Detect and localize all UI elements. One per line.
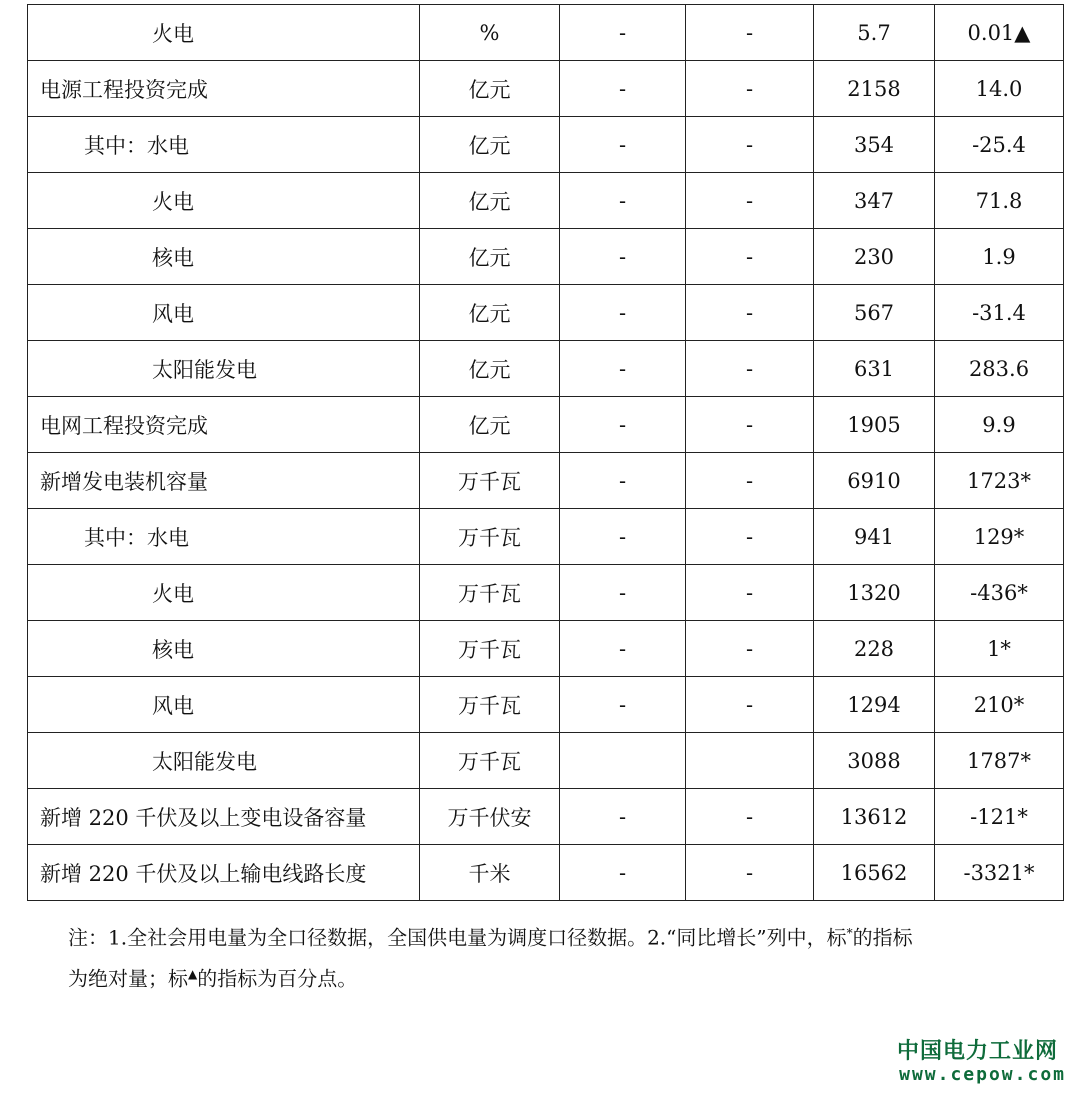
value-cell: 941 — [814, 509, 935, 565]
yoy-growth-cell: 14.0 — [935, 61, 1064, 117]
indicator-name-cell: 风电 — [28, 285, 420, 341]
unit-cell: 万千伏安 — [420, 789, 560, 845]
value-cell: 1294 — [814, 677, 935, 733]
blank-column-4-cell: - — [686, 341, 814, 397]
indicator-name-cell: 电网工程投资完成 — [28, 397, 420, 453]
value-cell: 13612 — [814, 789, 935, 845]
table-row — [28, 621, 1064, 677]
yoy-growth-cell: -436* — [935, 565, 1064, 621]
blank-column-3-cell: - — [560, 789, 686, 845]
blank-column-3-cell: - — [560, 229, 686, 285]
value-cell: 16562 — [814, 845, 935, 901]
blank-column-4-cell: - — [686, 173, 814, 229]
indicator-name-cell: 核电 — [28, 621, 420, 677]
yoy-growth-cell: -31.4 — [935, 285, 1064, 341]
unit-cell: 万千瓦 — [420, 509, 560, 565]
value-cell: 5.7 — [814, 5, 935, 61]
table-row — [28, 397, 1064, 453]
table-row — [28, 453, 1064, 509]
blank-column-4-cell: - — [686, 5, 814, 61]
indicator-name-cell: 新增 220 千伏及以上变电设备容量 — [28, 789, 420, 845]
value-cell: 1320 — [814, 565, 935, 621]
indicator-name-cell: 核电 — [28, 229, 420, 285]
yoy-growth-cell: 1787* — [935, 733, 1064, 789]
table-row — [28, 173, 1064, 229]
value-cell: 6910 — [814, 453, 935, 509]
footnote-triangle-mark: ▲ — [188, 966, 198, 981]
blank-column-3-cell: - — [560, 341, 686, 397]
footnote-star-mark: * — [846, 926, 853, 940]
table-row — [28, 677, 1064, 733]
blank-column-3-cell: - — [560, 285, 686, 341]
blank-column-4-cell: - — [686, 397, 814, 453]
blank-column-3-cell: - — [560, 621, 686, 677]
watermark-site-url: www.cepow.com — [899, 1064, 1066, 1085]
blank-column-3-cell: - — [560, 453, 686, 509]
blank-column-4-cell: - — [686, 845, 814, 901]
yoy-growth-cell: -3321* — [935, 845, 1064, 901]
yoy-growth-cell: -121* — [935, 789, 1064, 845]
footnote-line1-tail: 的指标 — [852, 925, 913, 950]
blank-column-4-cell — [686, 733, 814, 789]
unit-cell: 万千瓦 — [420, 733, 560, 789]
blank-column-3-cell: - — [560, 845, 686, 901]
yoy-growth-cell: 1723* — [935, 453, 1064, 509]
value-cell: 631 — [814, 341, 935, 397]
table-row — [28, 789, 1064, 845]
table-row — [28, 341, 1064, 397]
yoy-growth-cell: 0.01▲ — [935, 5, 1064, 61]
value-cell: 230 — [814, 229, 935, 285]
footnote-line2-a: 为绝对量；标 — [68, 966, 188, 991]
blank-column-4-cell: - — [686, 285, 814, 341]
indicator-name-cell: 新增发电装机容量 — [28, 453, 420, 509]
unit-cell: 亿元 — [420, 173, 560, 229]
indicator-name-cell: 火电 — [28, 5, 420, 61]
blank-column-4-cell: - — [686, 621, 814, 677]
unit-cell: 亿元 — [420, 229, 560, 285]
value-cell: 354 — [814, 117, 935, 173]
indicator-name-cell: 太阳能发电 — [28, 733, 420, 789]
blank-column-4-cell: - — [686, 453, 814, 509]
blank-column-3-cell: - — [560, 565, 686, 621]
indicator-name-cell: 新增 220 千伏及以上输电线路长度 — [28, 845, 420, 901]
unit-cell: 亿元 — [420, 397, 560, 453]
indicator-name-cell: 太阳能发电 — [28, 341, 420, 397]
yoy-growth-cell: -25.4 — [935, 117, 1064, 173]
value-cell: 3088 — [814, 733, 935, 789]
footnote-line2-b: 的指标为百分点。 — [197, 966, 358, 991]
unit-cell: 万千瓦 — [420, 565, 560, 621]
unit-cell: 亿元 — [420, 341, 560, 397]
yoy-growth-cell: 1* — [935, 621, 1064, 677]
table-row — [28, 5, 1064, 61]
indicator-name-cell: 电源工程投资完成 — [28, 61, 420, 117]
unit-cell: 亿元 — [420, 285, 560, 341]
value-cell: 1905 — [814, 397, 935, 453]
blank-column-4-cell: - — [686, 677, 814, 733]
unit-cell: % — [420, 5, 560, 61]
blank-column-4-cell: - — [686, 61, 814, 117]
blank-column-3-cell: - — [560, 509, 686, 565]
table-footnote — [68, 915, 1048, 996]
table-row — [28, 285, 1064, 341]
blank-column-4-cell: - — [686, 117, 814, 173]
table-row — [28, 61, 1064, 117]
blank-column-3-cell: - — [560, 173, 686, 229]
value-cell: 2158 — [814, 61, 935, 117]
yoy-growth-cell: 71.8 — [935, 173, 1064, 229]
yoy-growth-cell: 9.9 — [935, 397, 1064, 453]
table-row — [28, 733, 1064, 789]
blank-column-3-cell — [560, 733, 686, 789]
blank-column-3-cell: - — [560, 61, 686, 117]
indicator-name-cell: 火电 — [28, 173, 420, 229]
blank-column-4-cell: - — [686, 565, 814, 621]
table-row — [28, 509, 1064, 565]
table-row — [28, 845, 1064, 901]
unit-cell: 万千瓦 — [420, 677, 560, 733]
table-body — [28, 5, 1064, 901]
blank-column-3-cell: - — [560, 5, 686, 61]
blank-column-4-cell: - — [686, 789, 814, 845]
indicator-name-cell: 风电 — [28, 677, 420, 733]
table-row — [28, 229, 1064, 285]
unit-cell: 亿元 — [420, 117, 560, 173]
blank-column-4-cell: - — [686, 229, 814, 285]
yoy-growth-cell: 283.6 — [935, 341, 1064, 397]
blank-column-3-cell: - — [560, 117, 686, 173]
yoy-growth-cell: 129* — [935, 509, 1064, 565]
value-cell: 228 — [814, 621, 935, 677]
unit-cell: 千米 — [420, 845, 560, 901]
value-cell: 347 — [814, 173, 935, 229]
unit-cell: 亿元 — [420, 61, 560, 117]
watermark-site-name: 中国电力工业网 — [896, 1039, 1058, 1064]
yoy-growth-cell: 210* — [935, 677, 1064, 733]
unit-cell: 万千瓦 — [420, 453, 560, 509]
indicator-name-cell: 其中：水电 — [28, 117, 420, 173]
table-row — [28, 565, 1064, 621]
statistics-table — [27, 4, 1064, 901]
blank-column-3-cell: - — [560, 677, 686, 733]
unit-cell: 万千瓦 — [420, 621, 560, 677]
yoy-growth-cell: 1.9 — [935, 229, 1064, 285]
table-row — [28, 117, 1064, 173]
footnote-line1: 注：1.全社会用电量为全口径数据，全国供电量为调度口径数据。2.“同比增长”列中，标 — [68, 925, 847, 950]
blank-column-4-cell: - — [686, 509, 814, 565]
blank-column-3-cell: - — [560, 397, 686, 453]
indicator-name-cell: 火电 — [28, 565, 420, 621]
indicator-name-cell: 其中：水电 — [28, 509, 420, 565]
value-cell: 567 — [814, 285, 935, 341]
